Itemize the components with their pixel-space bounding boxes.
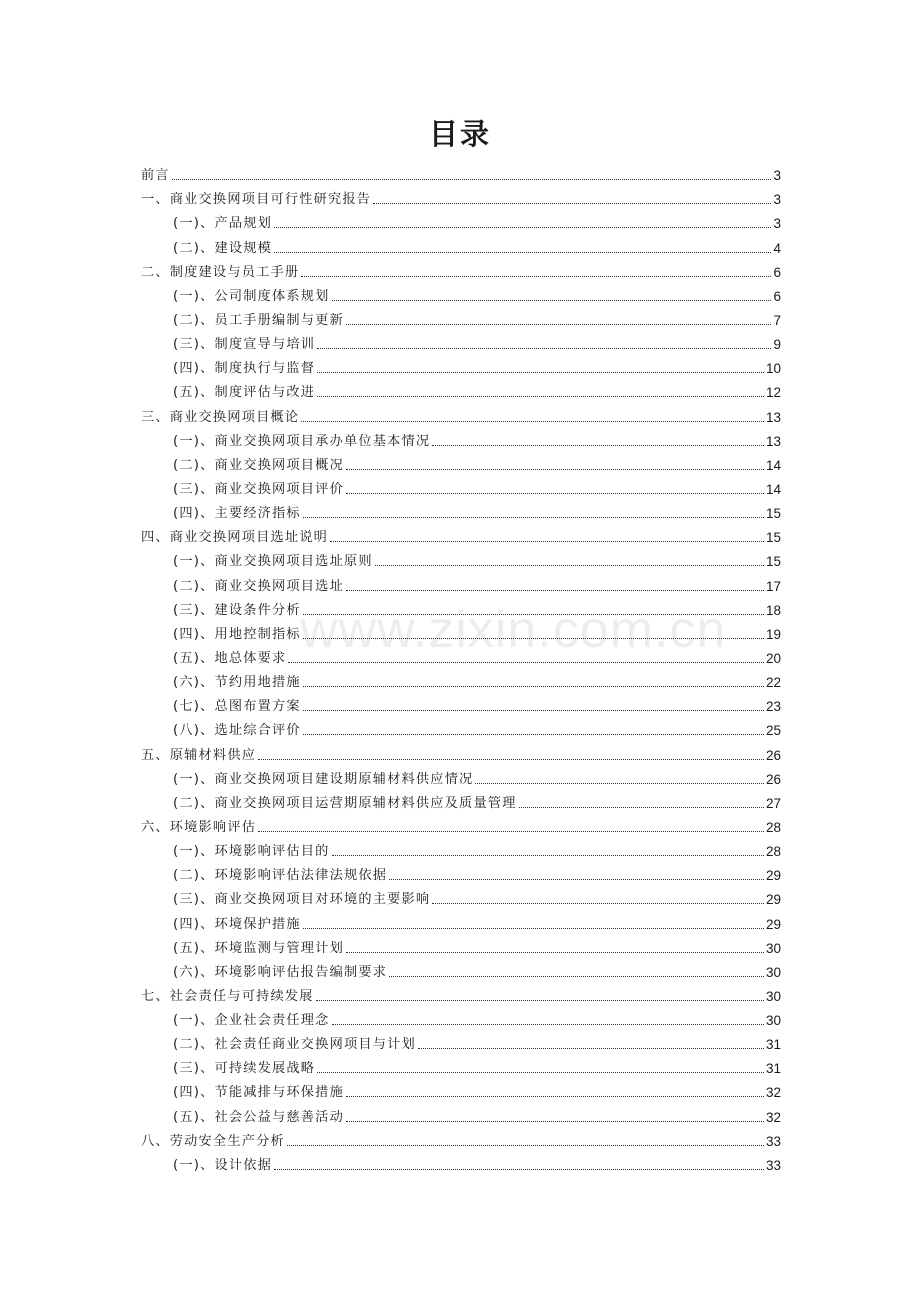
toc-entry-page-number: 20 xyxy=(765,650,781,666)
toc-entry-page-number: 27 xyxy=(765,795,781,811)
toc-entry[interactable] xyxy=(141,643,781,667)
toc-entry-page-number: 4 xyxy=(773,240,781,256)
toc-entry-label: (一)、公司制度体系规划 xyxy=(173,288,330,304)
toc-entry[interactable] xyxy=(141,1150,781,1174)
toc-entry-page-number: 29 xyxy=(765,916,781,932)
toc-entry-page-number: 6 xyxy=(773,288,781,304)
toc-entry-page-number: 6 xyxy=(773,264,781,280)
toc-entry-label: (六)、环境影响评估报告编制要求 xyxy=(173,964,388,980)
toc-entry[interactable] xyxy=(141,232,781,256)
toc-dot-leader xyxy=(519,807,764,808)
toc-entry[interactable] xyxy=(141,184,781,208)
toc-dot-leader xyxy=(317,348,771,349)
toc-entry-page-number: 15 xyxy=(765,506,781,522)
toc-entry-label: 五、原辅材料供应 xyxy=(141,747,257,763)
toc-dot-leader xyxy=(258,831,764,832)
toc-dot-leader xyxy=(346,324,772,325)
toc-entry-label: (四)、主要经济指标 xyxy=(173,506,301,522)
toc-entry-label: (二)、商业交换网项目运营期原辅材料供应及质量管理 xyxy=(173,795,517,811)
toc-entry[interactable] xyxy=(141,595,781,619)
toc-entry-label: (三)、制度宣导与培训 xyxy=(173,337,316,353)
toc-entry-page-number: 31 xyxy=(765,1037,781,1053)
toc-entry-page-number: 23 xyxy=(765,699,781,715)
toc-entry[interactable] xyxy=(141,667,781,691)
toc-entry[interactable] xyxy=(141,160,781,184)
toc-entry-label: (六)、节约用地措施 xyxy=(173,675,301,691)
toc-entry-page-number: 13 xyxy=(765,409,781,425)
toc-entry-label: (一)、设计依据 xyxy=(173,1157,273,1173)
toc-entry-page-number: 10 xyxy=(765,361,781,377)
toc-entry-label: (二)、建设规模 xyxy=(173,240,273,256)
toc-entry[interactable] xyxy=(141,788,781,812)
toc-entry[interactable] xyxy=(141,401,781,425)
toc-dot-leader xyxy=(389,879,764,880)
toc-entry-label: (二)、环境影响评估法律法规依据 xyxy=(173,868,388,884)
toc-entry-page-number: 29 xyxy=(765,868,781,884)
toc-entry-page-number: 26 xyxy=(765,771,781,787)
toc-entry-page-number: 30 xyxy=(765,988,781,1004)
toc-entry[interactable] xyxy=(141,426,781,450)
toc-entry-label: (二)、商业交换网项目选址 xyxy=(173,578,344,594)
toc-dot-leader xyxy=(301,276,771,277)
toc-entry-page-number: 32 xyxy=(765,1085,781,1101)
toc-entry[interactable] xyxy=(141,474,781,498)
toc-dot-leader xyxy=(172,179,772,180)
toc-entry[interactable] xyxy=(141,257,781,281)
toc-dot-leader xyxy=(287,1145,764,1146)
toc-dot-leader xyxy=(317,396,764,397)
toc-entry[interactable] xyxy=(141,884,781,908)
toc-dot-leader xyxy=(375,565,764,566)
toc-dot-leader xyxy=(303,686,764,687)
toc-entry-label: (二)、商业交换网项目概况 xyxy=(173,457,344,473)
toc-dot-leader xyxy=(316,1000,764,1001)
toc-dot-leader xyxy=(303,734,764,735)
toc-entry-page-number: 28 xyxy=(765,819,781,835)
toc-entry-page-number: 12 xyxy=(765,385,781,401)
toc-dot-leader xyxy=(301,421,764,422)
toc-dot-leader xyxy=(432,445,764,446)
toc-entry-label: 七、社会责任与可持续发展 xyxy=(141,988,314,1004)
toc-entry[interactable] xyxy=(141,691,781,715)
toc-dot-leader xyxy=(418,1048,764,1049)
toc-entry-page-number: 13 xyxy=(765,433,781,449)
toc-entry[interactable] xyxy=(141,860,781,884)
toc-entry-page-number: 18 xyxy=(765,602,781,618)
toc-entry[interactable] xyxy=(141,836,781,860)
toc-dot-leader xyxy=(274,227,771,228)
toc-entry[interactable] xyxy=(141,305,781,329)
toc-entry-page-number: 15 xyxy=(765,554,781,570)
toc-entry-page-number: 30 xyxy=(765,1013,781,1029)
toc-entry[interactable] xyxy=(141,1126,781,1150)
toc-entry-label: (四)、制度执行与监督 xyxy=(173,361,316,377)
table-of-contents xyxy=(141,160,781,1174)
toc-entry-page-number: 22 xyxy=(765,675,781,691)
toc-entry-label: 三、商业交换网项目概论 xyxy=(141,409,300,425)
toc-entry[interactable] xyxy=(141,1005,781,1029)
toc-entry-label: (一)、企业社会责任理念 xyxy=(173,1013,330,1029)
toc-entry-page-number: 9 xyxy=(773,337,781,353)
toc-entry[interactable] xyxy=(141,281,781,305)
toc-entry-label: 八、劳动安全生产分析 xyxy=(141,1133,285,1149)
toc-entry[interactable] xyxy=(141,933,781,957)
toc-entry-label: (一)、商业交换网项目承办单位基本情况 xyxy=(173,433,431,449)
toc-dot-leader xyxy=(373,203,771,204)
toc-entry-label: (二)、社会责任商业交换网项目与计划 xyxy=(173,1037,416,1053)
toc-entry[interactable] xyxy=(141,208,781,232)
toc-entry-label: 一、商业交换网项目可行性研究报告 xyxy=(141,192,372,208)
toc-entry[interactable] xyxy=(141,498,781,522)
toc-entry-page-number: 14 xyxy=(765,457,781,473)
toc-entry-label: (四)、节能减排与环保措施 xyxy=(173,1085,344,1101)
toc-entry[interactable] xyxy=(141,908,781,932)
toc-entry-page-number: 26 xyxy=(765,747,781,763)
toc-entry-page-number: 7 xyxy=(773,312,781,328)
toc-dot-leader xyxy=(346,952,764,953)
toc-entry-page-number: 33 xyxy=(765,1157,781,1173)
toc-entry-label: 前言 xyxy=(141,168,170,184)
toc-dot-leader xyxy=(303,517,764,518)
toc-dot-leader xyxy=(332,300,772,301)
toc-entry-page-number: 29 xyxy=(765,892,781,908)
toc-entry-page-number: 30 xyxy=(765,940,781,956)
toc-dot-leader xyxy=(274,1169,764,1170)
toc-entry-label: (四)、环境保护措施 xyxy=(173,916,301,932)
toc-entry[interactable] xyxy=(141,981,781,1005)
toc-entry[interactable] xyxy=(141,1077,781,1101)
toc-entry[interactable] xyxy=(141,377,781,401)
toc-entry-page-number: 32 xyxy=(765,1109,781,1125)
toc-entry-page-number: 19 xyxy=(765,626,781,642)
toc-entry-page-number: 14 xyxy=(765,481,781,497)
toc-dot-leader xyxy=(317,1072,764,1073)
toc-dot-leader xyxy=(346,469,764,470)
toc-entry-label: 六、环境影响评估 xyxy=(141,819,257,835)
toc-entry-label: (一)、产品规划 xyxy=(173,216,273,232)
toc-entry[interactable] xyxy=(141,619,781,643)
toc-dot-leader xyxy=(258,759,764,760)
toc-entry-label: (一)、商业交换网项目建设期原辅材料供应情况 xyxy=(173,771,474,787)
toc-entry-label: (一)、环境影响评估目的 xyxy=(173,844,330,860)
toc-entry-label: (八)、选址综合评价 xyxy=(173,723,301,739)
toc-entry-page-number: 30 xyxy=(765,964,781,980)
toc-entry[interactable] xyxy=(141,329,781,353)
toc-entry[interactable] xyxy=(141,957,781,981)
toc-entry-page-number: 15 xyxy=(765,530,781,546)
toc-dot-leader xyxy=(317,372,764,373)
page-title: 目录 xyxy=(428,117,491,151)
toc-dot-leader xyxy=(389,976,764,977)
toc-entry-label: (三)、建设条件分析 xyxy=(173,602,301,618)
toc-entry[interactable] xyxy=(141,353,781,377)
toc-entry-page-number: 3 xyxy=(773,192,781,208)
toc-entry[interactable] xyxy=(141,546,781,570)
toc-entry-label: 四、商业交换网项目选址说明 xyxy=(141,530,329,546)
toc-entry[interactable] xyxy=(141,1101,781,1125)
watermark: www.zixin.com.cn xyxy=(300,601,727,659)
toc-entry-label: (三)、商业交换网项目评价 xyxy=(173,481,344,497)
toc-entry-label: (五)、环境监测与管理计划 xyxy=(173,940,344,956)
toc-entry[interactable] xyxy=(141,1053,781,1077)
toc-dot-leader xyxy=(346,493,764,494)
toc-entry[interactable] xyxy=(141,715,781,739)
toc-entry-label: 二、制度建设与员工手册 xyxy=(141,264,300,280)
toc-entry[interactable] xyxy=(141,450,781,474)
toc-entry-page-number: 28 xyxy=(765,844,781,860)
toc-entry-label: (三)、商业交换网项目对环境的主要影响 xyxy=(173,892,431,908)
toc-entry[interactable] xyxy=(141,812,781,836)
toc-dot-leader xyxy=(303,638,764,639)
toc-entry-label: (二)、员工手册编制与更新 xyxy=(173,312,344,328)
toc-dot-leader xyxy=(303,928,764,929)
toc-entry-page-number: 31 xyxy=(765,1061,781,1077)
toc-entry-page-number: 3 xyxy=(773,168,781,184)
toc-dot-leader xyxy=(346,1096,764,1097)
toc-entry-label: (三)、可持续发展战略 xyxy=(173,1061,316,1077)
toc-entry-page-number: 17 xyxy=(765,578,781,594)
toc-entry[interactable] xyxy=(141,764,781,788)
toc-entry-page-number: 33 xyxy=(765,1133,781,1149)
toc-entry-label: (七)、总图布置方案 xyxy=(173,699,301,715)
toc-dot-leader xyxy=(332,1024,764,1025)
toc-dot-leader xyxy=(288,662,764,663)
toc-dot-leader xyxy=(303,614,764,615)
toc-entry-label: (五)、制度评估与改进 xyxy=(173,385,316,401)
toc-entry-page-number: 3 xyxy=(773,216,781,232)
toc-dot-leader xyxy=(346,590,764,591)
toc-entry[interactable] xyxy=(141,1029,781,1053)
toc-dot-leader xyxy=(330,541,764,542)
toc-dot-leader xyxy=(274,252,771,253)
toc-entry[interactable] xyxy=(141,570,781,594)
toc-entry-page-number: 25 xyxy=(765,723,781,739)
toc-entry-label: (四)、用地控制指标 xyxy=(173,626,301,642)
toc-dot-leader xyxy=(332,855,764,856)
toc-entry[interactable] xyxy=(141,522,781,546)
toc-dot-leader xyxy=(346,1121,764,1122)
toc-dot-leader xyxy=(475,783,764,784)
toc-entry-label: (五)、地总体要求 xyxy=(173,650,287,666)
toc-dot-leader xyxy=(303,710,764,711)
toc-entry-label: (五)、社会公益与慈善活动 xyxy=(173,1109,344,1125)
toc-entry-label: (一)、商业交换网项目选址原则 xyxy=(173,554,373,570)
toc-entry[interactable] xyxy=(141,739,781,763)
toc-dot-leader xyxy=(432,903,764,904)
